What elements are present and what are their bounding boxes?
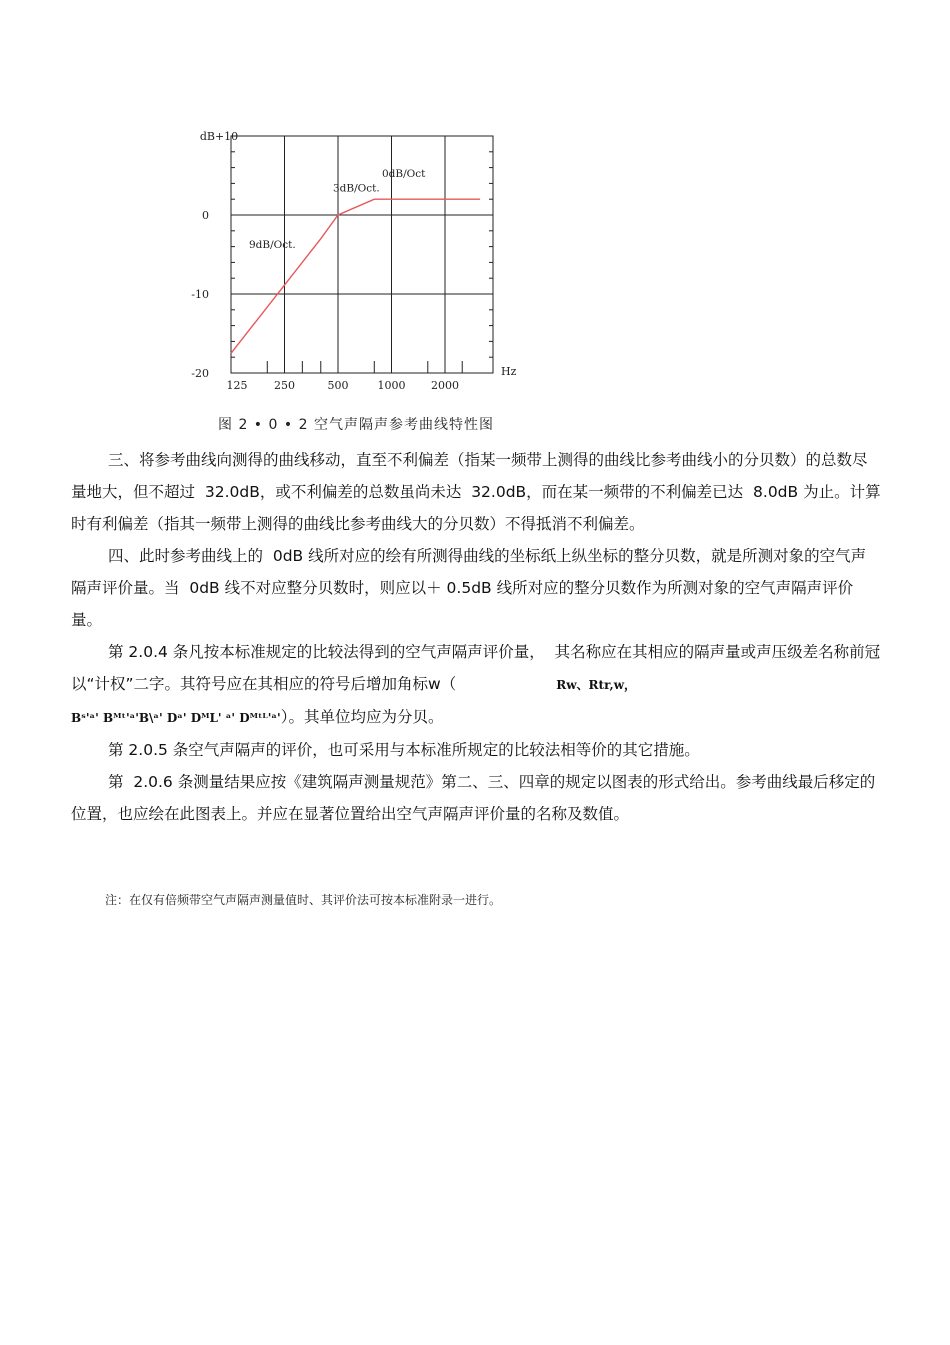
paragraph-204-text: 第 2.0.4 条凡按本标准规定的比较法得到的空气声隔声评价量， 其名称应在其相应的隔声量或声压级差名称前冠以“计权”二字。其符号应在其相应的符号后增加角标w（ — [71, 643, 881, 693]
paragraph-204-tail: ）。其单位均应为分贝。 — [280, 708, 444, 726]
slope-annotation: 9dB/Oct. — [249, 239, 296, 252]
figure-caption: 图 2 • 0 • 2 空气声隔声参考曲线特性图 — [218, 417, 494, 433]
slope-annotation: 0dB/Oct — [382, 168, 426, 181]
y-axis-label: dB+10 — [199, 130, 239, 143]
paragraph-3: 三、将参考曲线向测得的曲线移动，直至不利偏差（指某一频带上测得的曲线比参考曲线小的分贝数）的总数尽量地大，但不超过 32.0dB，或不利偏差的总数虽尚未达 32.0dB，而在某一频带的不利偏差已达 8.0dB 为止。计算时有利偏差（指其一频带上测得的曲线比参考曲线大的分贝数）不得抵消不利偏差。 — [71, 451, 881, 533]
footnote: 注：在仅有倍频带空气声隔声测量值时、其评价法可按本标准附录一进行。 — [105, 893, 502, 907]
x-tick-label: 250 — [274, 379, 295, 392]
y-tick-label: -10 — [191, 288, 209, 301]
reference-curve-chart — [165, 118, 615, 438]
x-tick-label: 1000 — [377, 379, 406, 392]
body-text — [71, 444, 881, 830]
paragraph-204 — [71, 636, 881, 734]
chart-svg — [165, 118, 615, 438]
paragraph-4: 四、此时参考曲线上的 0dB 线所对应的绘有所测得曲线的坐标纸上纵坐标的整分贝数，就是所测对象的空气声隔声评价量。当 0dB 线不对应整分贝数时，则应以＋ 0.5dB 线所对应的整分贝数作为所测对象的空气声隔声评价量。 — [71, 547, 867, 629]
x-tick-label: 125 — [226, 379, 248, 392]
paragraph-205: 第 2.0.5 条空气声隔声的评价，也可采用与本标准所规定的比较法相等价的其它措施。 — [108, 741, 700, 759]
paragraph-206: 第 2.0.6 条测量结果应按《建筑隔声测量规范》第二、三、四章的规定以图表的形式给出。参考曲线最后移定的位置，也应绘在此图表上。并应在显著位置给出空气声隔声评价量的名称及数值。 — [71, 773, 876, 823]
plot-frame — [231, 136, 493, 373]
symbol-list-1: Rw、Rtr,w， — [556, 678, 637, 692]
symbol-list-2: Bˢ'ᵃ' Bᴹᵗ'ᵃ'B\ᵃ' Dᵃ' DᴹL' ᵃ' Dᴹᵗᴸ'ᵃ' — [71, 711, 281, 725]
slope-annotation: 3dB/Oct. — [333, 182, 380, 195]
x-tick-label: 2000 — [431, 379, 459, 392]
reference-curve-line — [231, 199, 480, 353]
y-tick-label: -20 — [191, 367, 209, 380]
y-tick-label: 0 — [202, 209, 209, 222]
x-axis-unit: Hz — [501, 365, 517, 378]
x-tick-label: 500 — [327, 379, 349, 392]
